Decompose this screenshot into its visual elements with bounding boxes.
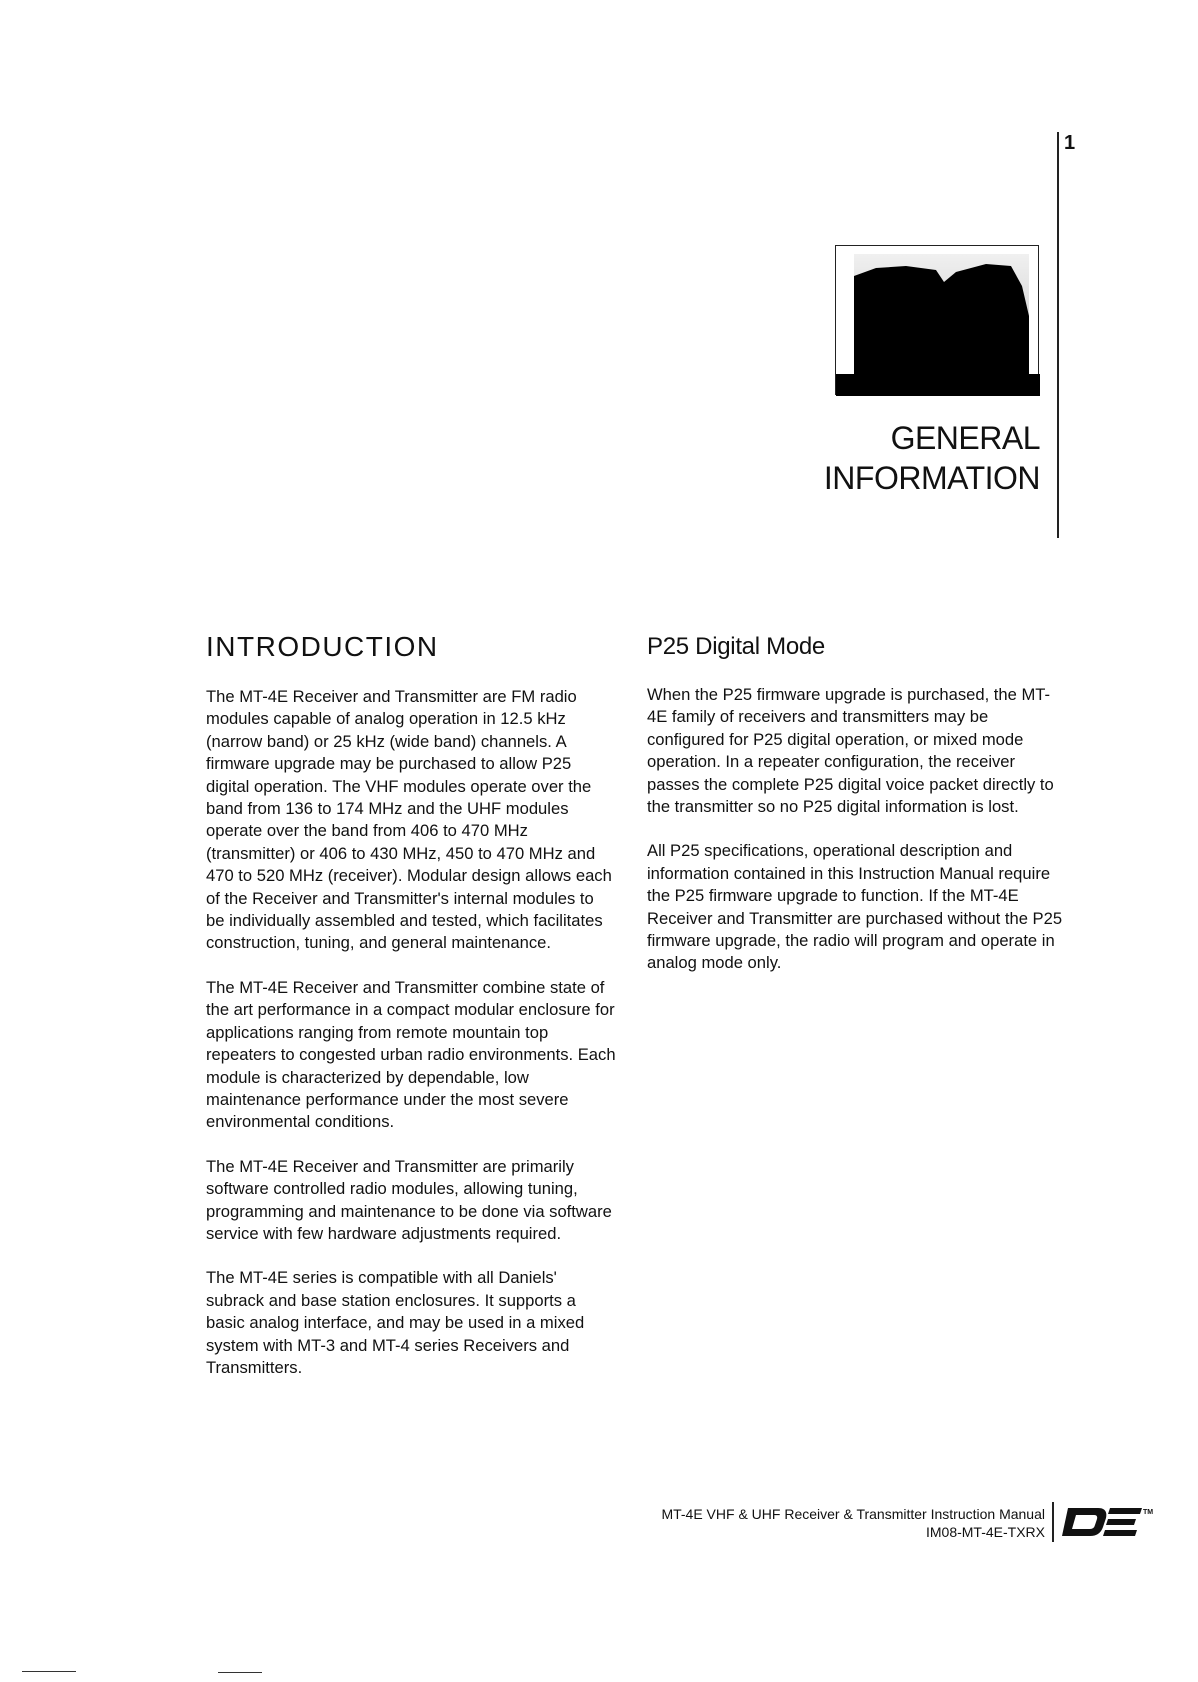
chapter-title-line-1: GENERAL <box>890 420 1040 456</box>
logo-trademark: TM <box>1143 1509 1154 1516</box>
chapter-photo <box>835 245 1039 395</box>
introduction-column <box>206 630 616 1401</box>
chapter-photo-image-icon <box>836 246 1040 396</box>
introduction-paragraph-2: The MT-4E Receiver and Transmitter combine state of the art performance in a compact modular enclosure for applications ranging from remote mountain top repeaters to congested urban radio environments. Each module is characterized by dependable, low maintenance performance under the most severe environmental conditions. <box>206 977 616 1132</box>
introduction-paragraph-1: The MT-4E Receiver and Transmitter are FM radio modules capable of analog operation in 12.5 kHz (narrow band) or 25 kHz (wide band) channels. A firmware upgrade may be purchased to allow P25 digital operation. The VHF modules operate over the band from 136 to 174 MHz and the UHF modules operate over the band from 406 to 470 MHz (transmitter) or 406 to 430 MHz, 450 to 470 MHz and 470 to 520 MHz (receiver). Modular design allows each of the Receiver and Transmitter's internal modules to be individually assembled and tested, which facilitates construction, tuning, and general maintenance. <box>206 687 612 953</box>
p25-heading: P25 Digital Mode <box>647 633 825 660</box>
footer-text <box>661 1505 1045 1541</box>
scan-mark-right <box>218 1672 262 1673</box>
chapter-title <box>824 418 1040 498</box>
p25-paragraph-2: All P25 specifications, operational description and information contained in this Instruction Manual require the P25 firmware upgrade to function. If the MT-4E Receiver and Transmitter are purchased without the P25 firmware upgrade, the radio will program and operate in analog mode only. <box>647 841 1063 973</box>
introduction-heading: INTRODUCTION <box>206 631 439 662</box>
page-number: 1 <box>1064 132 1076 154</box>
footer-manual-title: MT-4E VHF & UHF Receiver & Transmitter Instruction Manual <box>661 1506 1045 1522</box>
chapter-rule <box>1057 132 1059 538</box>
footer-rule <box>1052 1502 1054 1542</box>
introduction-paragraph-4: The MT-4E series is compatible with all Daniels' subrack and base station enclosures. It supports a basic analog interface, and may be used in a mixed system with MT-3 and MT-4 series Receivers and Transmitters. <box>206 1268 585 1377</box>
chapter-title-line-2: INFORMATION <box>823 460 1040 496</box>
daniels-logo-icon <box>1060 1505 1152 1539</box>
footer-document-id: IM08-MT-4E-TXRX <box>925 1524 1045 1540</box>
scan-mark-left <box>22 1671 76 1672</box>
p25-column <box>647 632 1067 997</box>
introduction-paragraph-3: The MT-4E Receiver and Transmitter are primarily software controlled radio modules, allowing tuning, programming and maintenance to be done via software service with few hardware adjustments required. <box>206 1156 612 1243</box>
p25-paragraph-1: When the P25 firmware upgrade is purchased, the MT-4E family of receivers and transmitters may be configured for P25 digital operation, or mixed mode operation. In a repeater configuration, the receiver passes the complete P25 digital voice packet directly to the transmitter so no P25 digital information is lost. <box>647 685 1054 817</box>
